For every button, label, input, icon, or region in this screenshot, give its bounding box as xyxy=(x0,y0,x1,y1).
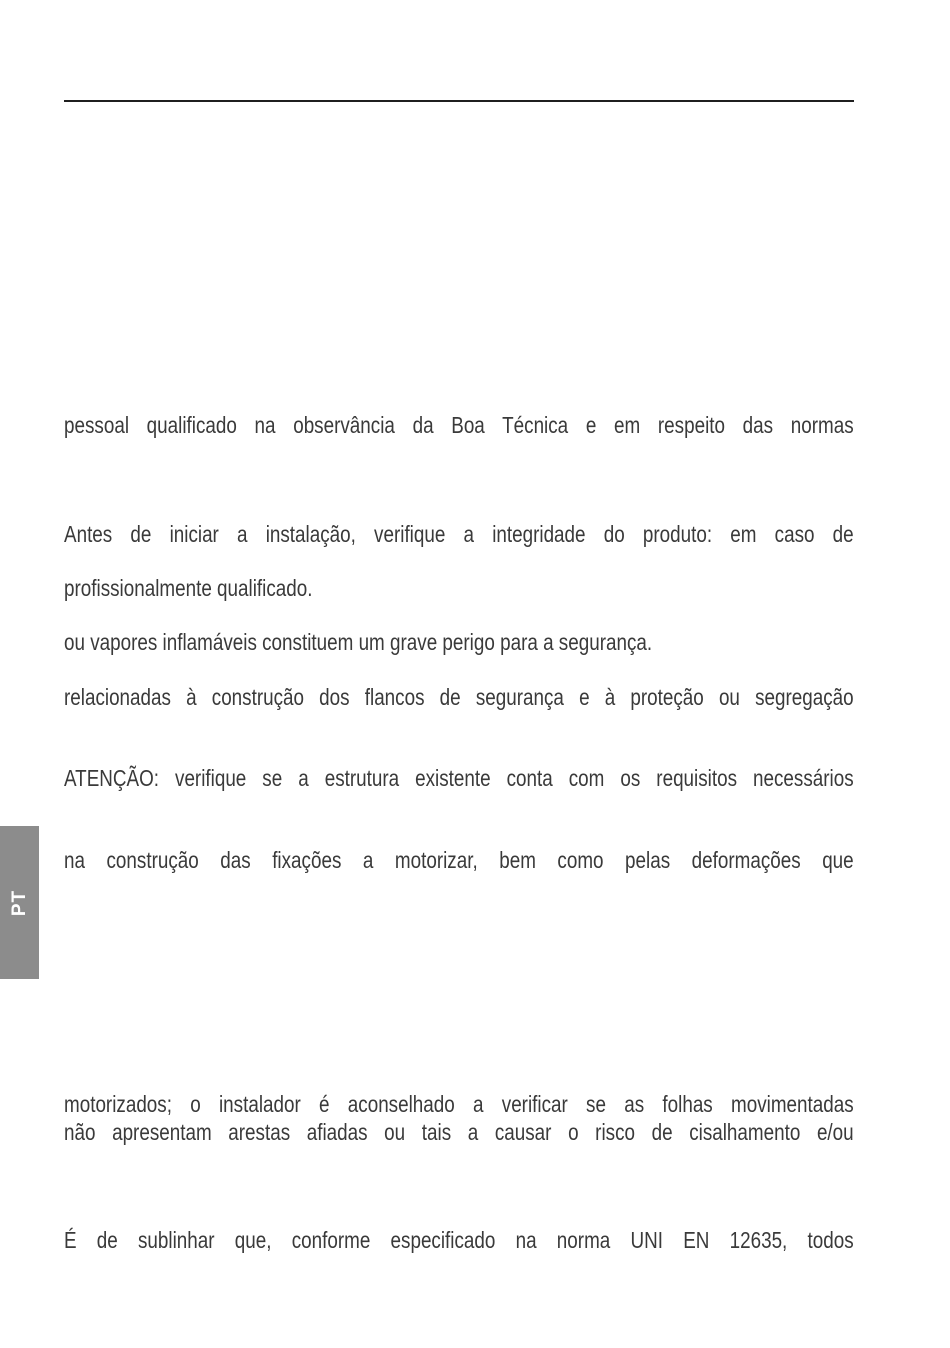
text-line: Antes de iniciar a instalação, verifique a integridade do produto: em caso de xyxy=(64,521,854,547)
text-line: relacionadas à construção dos flancos de segurança e à proteção ou segregação xyxy=(64,684,854,710)
text-line: pessoal qualificado na observância da Boa Técnica e em respeito das normas xyxy=(64,412,854,438)
text-line: ou vapores inflamáveis constituem um grave perigo para a segurança. xyxy=(64,629,653,655)
text-line: ATENÇÃO: verifique se a estrutura existente conta com os requisitos necessários xyxy=(64,765,854,791)
language-tab xyxy=(0,826,39,979)
text-line: É de sublinhar que, conforme especificado na norma UNI EN 12635, todos xyxy=(64,1227,854,1253)
header-rule xyxy=(64,100,854,102)
text-line: motorizados; o instalador é aconselhado a verificar se as folhas movimentadas xyxy=(64,1091,854,1117)
text-line: profissionalmente qualificado. xyxy=(64,575,313,601)
text-line: na construção das fixações a motorizar, bem como pelas deformações que xyxy=(64,847,854,873)
text-line: não apresentam arestas afiadas ou tais a causar o risco de cisalhamento e/ou xyxy=(64,1119,854,1145)
language-tab-label: PT xyxy=(8,889,30,916)
